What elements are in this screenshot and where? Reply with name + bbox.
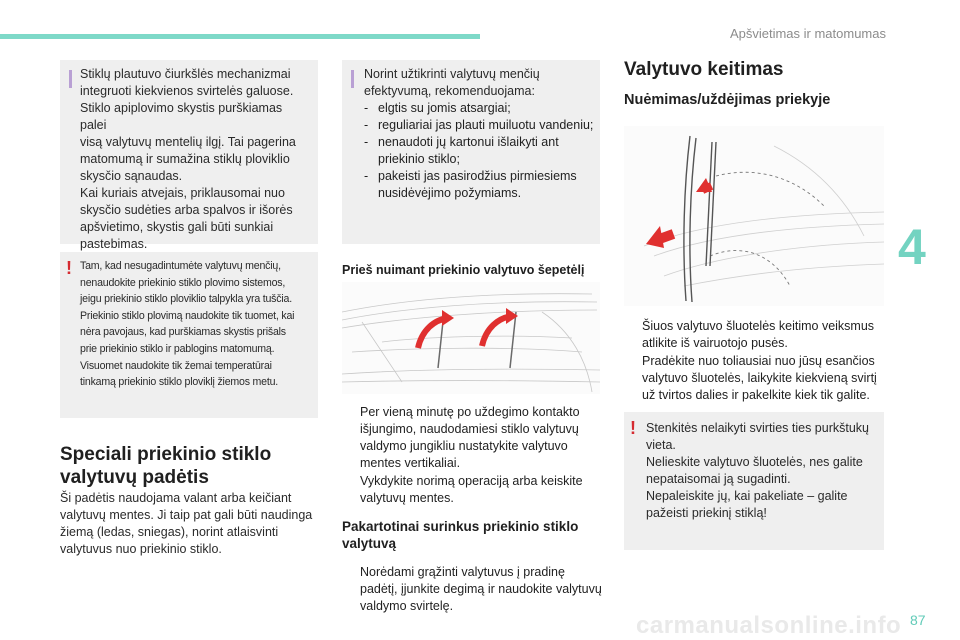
list-item: Per vieną minutę po uždegimo kontakto išjungimo, naudodamiesi stiklo valytuvų valdymo jungikliu nustatykite valytuvo mentes vertikaliai. bbox=[360, 405, 580, 470]
list-item: Šiuos valytuvo šluotelės keitimo veiksmus atlikite iš vairuotojo pusės. bbox=[642, 319, 875, 350]
wiper-lift-illustration bbox=[624, 126, 884, 306]
list-item: - reguliariai jas plauti muiluotu vandeniu; bbox=[364, 117, 596, 134]
list-item: Vykdykite norimą operaciją arba keiskite valytuvų mentes. bbox=[360, 474, 583, 505]
header-accent-bar bbox=[0, 34, 480, 39]
warning-text-blades: Tam, kad nesugadintumėte valytuvų menčių, nenaudokite priekinio stiklo plovimo sistemos, jeigu priekinio stiklo ploviklio talpykla yra tuščia. Priekinio stiklo plovimą naudokite tik tuomet, kai nėra pavojaus, kad purškiamas skystis prišals prie priekinio stiklo ir pablogins matomumą. Visuomet naudokite tik žemai temperatūrai tinkamą priekinio stiklo ploviklį žiemos metu. bbox=[80, 260, 295, 389]
page-number: 87 bbox=[910, 612, 926, 628]
replacement-subheading: Nuėmimas/uždėjimas priekyje bbox=[624, 92, 831, 108]
swing-path-dashed bbox=[716, 172, 824, 206]
special-position-body: Ši padėtis naudojama valant arba keičiant valytuvų mentes. Ji taip pat gali būti naudinga žiemą (ledas, sniegas), norint atlaisvinti valytuvus nuo priekinio stiklo. bbox=[60, 491, 313, 556]
before-removal-heading: Prieš nuimant priekinio valytuvo šepetėlį bbox=[342, 263, 585, 277]
swing-path-dashed bbox=[710, 251, 790, 286]
note-text-washer: Stiklų plautuvo čiurkšlės mechanizmai integruoti kiekvienos svirtelės galuose. Stiklo apiplovimo skystis purškiamas palei visą valytuvų mentelių ilgį. Tai pagerina matomumą ir sumažina stiklų ploviklio skysčio sąnaudas. Kai kuriais atvejais, priklausomai nuo skysčio sudėties arba spalvos ir išorės apšvietimo, skystis gali būti sunkiai pastebimas. bbox=[80, 67, 296, 251]
illustration-wiper-lift bbox=[624, 126, 884, 306]
info-marker-icon bbox=[351, 70, 354, 88]
wiper-blade-1 bbox=[684, 136, 690, 301]
arrow-left-icon bbox=[646, 226, 675, 248]
after-refit-heading: Pakartotinai surinkus priekinio stiklo valytuvą bbox=[342, 519, 579, 551]
note-box-washer bbox=[60, 60, 318, 251]
warning-icon: ! bbox=[630, 418, 636, 438]
arrow-head-icon bbox=[442, 310, 454, 326]
car-front-illustration bbox=[342, 282, 600, 394]
before-removal-steps bbox=[342, 404, 604, 508]
list-item: Pradėkite nuo toliausiai nuo jūsų esančios valytuvo šluotelės, laikykite kiekvieną svirtį už tvirtos dalies ir pakelkite kiek tik galite. bbox=[642, 354, 877, 402]
list-item: Norėdami grąžinti valytuvus į pradinę padėtį, įjunkite degimą ir naudokite valytuvų valdymo svirtelę. bbox=[360, 565, 602, 613]
note-box-efficiency: Norint užtikrinti valytuvų menčių efektyvumą, rekomenduojama: - elgtis su jomis atsargiai; - reguliariai jas plauti muiluotu vandeniu; - nenaudoti jų kartonui išlaikyti ant priekinio stiklo; - pakeisti jas pasirodžius pirmiesiems nusidėvėjimo požymiams. bbox=[342, 60, 600, 244]
special-position-heading: Speciali priekinio stiklo valytuvų padėtis bbox=[60, 444, 272, 488]
replacement-steps bbox=[624, 318, 886, 405]
arrow-head-icon bbox=[506, 308, 518, 324]
replacement-heading: Valytuvo keitimas bbox=[624, 59, 784, 80]
warning-icon: ! bbox=[66, 258, 72, 278]
efficiency-list bbox=[364, 100, 596, 202]
warning-text-replace: Stenkitės nelaikyti svirties ties purkštukų vieta. Nelieskite valytuvo šluotelės, nes galite nepataisomai ją sugadinti. Nepaleiskite jų, kai pakeliate – galite pažeisti priekinį stiklą! bbox=[646, 421, 870, 520]
watermark: carmanualsonline.info bbox=[636, 612, 902, 639]
chapter-number: 4 bbox=[898, 219, 926, 275]
warning-box-blades bbox=[60, 252, 318, 418]
warning-box-replace bbox=[624, 412, 884, 550]
list-item: - nenaudoti jų kartonui išlaikyti ant priekinio stiklo; bbox=[364, 134, 596, 168]
section-header-title: Apšvietimas ir matomumas bbox=[729, 26, 886, 41]
info-marker-icon bbox=[69, 70, 72, 88]
list-item: - pakeisti jas pasirodžius pirmiesiems nusidėvėjimo požymiams. bbox=[364, 168, 596, 202]
after-refit-steps bbox=[342, 564, 604, 616]
illustration-car-wipers-vertical bbox=[342, 282, 600, 394]
list-item: - elgtis su jomis atsargiai; bbox=[364, 100, 596, 117]
